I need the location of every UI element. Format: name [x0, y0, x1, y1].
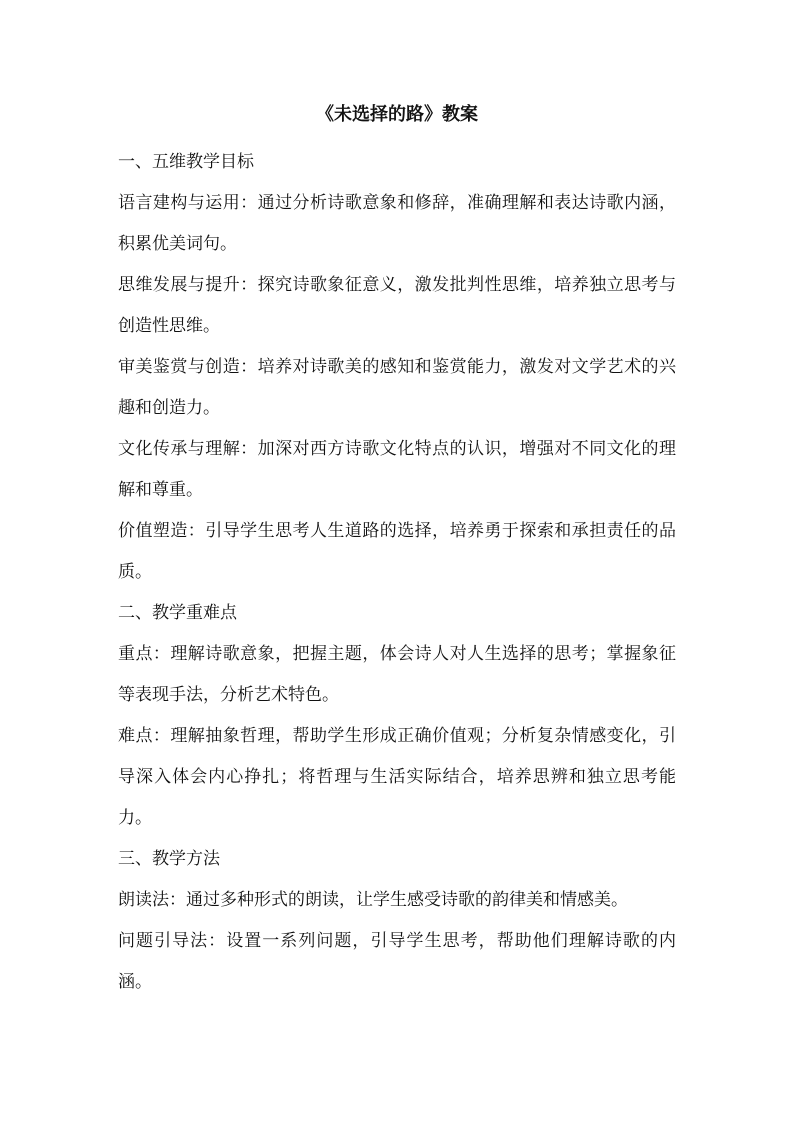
document-title: 《未选择的路》教案: [316, 104, 478, 125]
paragraph-thinking: 思维发展与提升：探究诗歌象征意义，激发批判性思维，培养独立思考与创造性思维。: [118, 275, 676, 336]
section-objectives: [118, 142, 676, 593]
paragraph-aesthetic: 审美鉴赏与创造：培养对诗歌美的感知和鉴赏能力，激发对文学艺术的兴趣和创造力。: [118, 357, 676, 418]
section-key-points: [118, 593, 676, 839]
section-heading: 二、教学重难点: [118, 603, 237, 623]
paragraph-language: 语言建构与运用：通过分析诗歌意象和修辞，准确理解和表达诗歌内涵，积累优美词句。: [118, 193, 676, 254]
section-heading: 一、五维教学目标: [118, 152, 254, 172]
paragraph-key-points: 重点：理解诗歌意象，把握主题，体会诗人对人生选择的思考；掌握象征等表现手法，分析艺术特色。: [118, 644, 676, 705]
section-heading: 三、教学方法: [118, 849, 220, 869]
paragraph-difficulties: 难点：理解抽象哲理，帮助学生形成正确价值观；分析复杂情感变化，引导深入体会内心挣扎；将哲理与生活实际结合，培养思辨和独立思考能力。: [118, 726, 676, 828]
paragraph-reading-method: 朗读法：通过多种形式的朗读，让学生感受诗歌的韵律美和情感美。: [118, 890, 628, 910]
section-methods: [118, 839, 676, 1003]
document-page: [118, 98, 676, 1003]
paragraph-values: 价值塑造：引导学生思考人生道路的选择，培养勇于探索和承担责任的品质。: [118, 521, 676, 582]
paragraph-culture: 文化传承与理解：加深对西方诗歌文化特点的认识，增强对不同文化的理解和尊重。: [118, 439, 676, 500]
paragraph-question-method: 问题引导法：设置一系列问题，引导学生思考，帮助他们理解诗歌的内涵。: [118, 931, 676, 992]
